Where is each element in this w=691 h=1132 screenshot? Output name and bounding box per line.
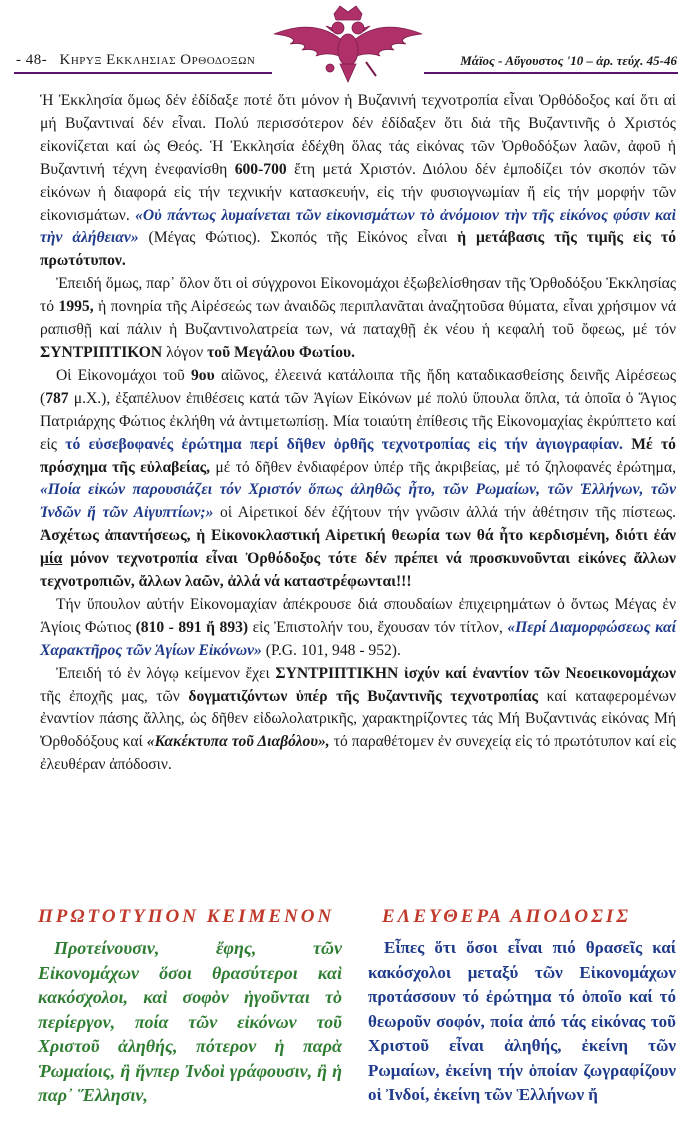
bold-run: ΣΥΝΤΡΙΠΤΙΚΗΝ ἰσχύν καί ἐναντίον τῶν Νεοεικονομάχων: [275, 664, 676, 682]
header-rule-right: [424, 72, 678, 74]
bold-run: ΣΥΝΤΡΙΠΤΙΚΟΝ: [40, 343, 163, 361]
bold-run: (810 - 891 ἤ 893): [135, 618, 249, 636]
paragraph-2: [40, 273, 676, 365]
text-run: Ἐπειδή ὅμως, παρ᾽ ὅλον ὅτι οἱ σύγχρονοι Εἰκονομάχοι ἐξωβελίσθησαν τῆς Ὀρθοδόξου Ἐκκλησίας τό: [40, 275, 676, 316]
double-headed-eagle-icon: [268, 4, 428, 86]
underlined-bold-run: μία: [40, 550, 63, 568]
text-run: καί καταφερομένων ἐναντίον πάσης ἄλλης, ὡς δῆθεν εἰδωλολατρικῆς, χαρακτηρίζοντες τάς Μή Βυζαντινάς εἰκόνας Μή Ὀρθοδόξους καί: [40, 687, 676, 751]
bold-run: 9ου: [191, 366, 215, 384]
bold-run: τοῦ Μεγάλου Φωτίου.: [207, 343, 356, 361]
text-run: τό παραθέτομεν ἐν συνεχείᾳ εἰς τό πρωτότυπον καί εἰς ἐλευθέραν ἀπόδοσιν.: [40, 733, 676, 774]
paragraph-1: [40, 90, 676, 273]
original-text-heading: ΠΡΩΤΟΤΥΠΟΝ ΚΕΙΜΕΝΟΝ: [38, 906, 335, 927]
text-run: μ.Χ.), ἐξαπέλυον ἐπιθέσεις κατά τῶν Ἁγίων Εἰκόνων μέ πολύ ὕπουλα ὅπλα, τά ὁποῖα ὁ Ἅγιος Πατριάρχης Φώτιος ἐκλήθη νά ἀντιμετωπίσῃ. Μία τοιαύτη ἐπίθεσις τῆς Εἰκονομαχίας ἐκρύπτετο καί εἰς: [40, 389, 676, 453]
bold-run: Ἀσχέτως ἀπαντήσεως, ἡ Εἰκονοκλαστική Αἱρετική θεωρία των θά ἦτο κερδισμένη, διότι ἐάν: [40, 527, 676, 545]
bold-run: δογματιζόντων ὑπέρ τῆς Βυζαντινῆς τεχνοτροπίας: [188, 687, 539, 705]
text-run: οἱ Αἱρετικοί δέν ἐζήτουν τήν γνῶσιν ἀλλά τήν ἀθέτησιν τῆς πίστεως.: [213, 504, 676, 522]
free-translation-text: Εἶπες ὅτι ὅσοι εἶναι πιό θρασεῖς καί κακόσχολοι μεταξύ τῶν Εἰκονομάχων προτάσσουν τό ἐρώτημα τό ὁποῖο καί τό θεωροῦν σοφόν, ποία ἀπό τάς εἰκόνας τοῦ Χριστοῦ εἶναι ἀληθής, ἐκείνη τῶν Ρωμαίων, ἐκείνη τήν ὁποίαν ζωγραφίζουν οἱ Ἰνδοί, ἐκείνη τῶν Ἑλλήνων ἤ: [368, 938, 676, 1104]
text-run: τῆς ἐποχῆς μας, τῶν: [40, 687, 189, 705]
bold-run: Μέ τό πρόσχημα τῆς εὐλαβείας,: [40, 435, 676, 476]
page-number: - 48-: [16, 52, 48, 68]
text-run: λόγον: [162, 343, 208, 361]
text-run: (P.G. 101, 948 - 952).: [261, 641, 401, 659]
text-run: Οἱ Εἰκονομάχοι τοῦ: [56, 366, 191, 384]
header-rule-left: [14, 72, 272, 74]
bold-run: μόνον τεχνοτροπία εἶναι Ὀρθόδοξος τότε δέν πρέπει νά προσκυνοῦνται εἰκόνες ἄλλων τεχνοτροπιῶν, ἄλλων λαῶν, ἀλλά νά καταστρέφωνται!!!: [40, 550, 676, 591]
free-translation-heading: ΕΛΕΥΘΕΡΑ ΑΠΟΔΟΣΙΣ: [382, 906, 631, 927]
journal-title: Κηρυξ Εκκλησιας Ορθοδοξων: [59, 52, 256, 68]
text-run: Ἐπειδή τό ἐν λόγῳ κείμενον ἔχει: [56, 664, 276, 682]
epistle-title-quote: «Περί Διαμορφώσεως καί Χαρακτῆρος τῶν Ἁγίων Εἰκόνων»: [40, 618, 676, 659]
text-run: αἰῶνος, ἐλεεινά κατάλοιπα τῆς ἤδη καταδικασθείσης δεινῆς Αἱρέσεως (: [40, 366, 676, 407]
paragraph-3: [40, 365, 676, 594]
bold-run: 1995,: [58, 298, 94, 316]
photios-quote: «Οὐ πάντως λυμαίνεται τῶν εἰκονισμάτων τὸ ἀνόμοιον τὴν τῆς εἰκόνος φύσιν καὶ τὴν ἀλήθειαν»: [40, 206, 676, 247]
text-run: Ἡ Ἐκκλησία ὅμως δέν ἐδίδαξε ποτέ ὅτι μόνον ἡ Βυζανινή τεχνοτροπία εἶναι Ὀρθόδοξος καί ὅτι αἱ μή Βυζαντιναί δέν εἶναι. Πολύ περισσότερον δέν ἐδίδαξεν ὅτι διά τῆς Βυζαντινῆς ὁ Χριστός εἰκονίζεται καί ὡς Θεός. Ἡ Ἐκκλησία ἐδέχθη ὅλας τάς εἰκόνας τῶν Ὀρθοδόξων λαῶν, ἀφοῦ ἡ Βυζαντινή τέχνη ἐνεφανίσθη: [40, 92, 676, 178]
text-run: ἡ πονηρία τῆς Αἱρέσεώς των ἀναιδῶς περιπλανᾶται ἀναζητοῦσα θύματα, εἶναι χρήσιμον νά ραπισθῇ καί πάλιν ἡ Βυζαντινολατρεία των, νά παταχθῇ ἐκ νέου ἡ κεφαλή τοῦ ὄφεως, μέ τόν: [40, 298, 676, 339]
text-run: μέ τό δῆθεν ἐνδιαφέρον ὑπέρ τῆς ἀκριβείας, μέ τό ζηλοφανές ἐρώτημα,: [210, 458, 676, 476]
text-run: ἔτη μετά Χριστόν. Διόλου δέν ἐμποδίζει τόν σκοπόν τῶν εἰκόνων ἡ διαφορά εἰς τήν τεχνικήν κατασκευήν, εἰς τήν φυσιογνωμίαν ἤ εἰς τήν μορφήν τῶν εἰκονισμάτων.: [40, 160, 676, 224]
original-text-column: [38, 936, 342, 1108]
original-text: Προτείνουσιν, ἔφης, τῶν Εἰκονομάχων ὅσοι θρασύτεροι καὶ κακόσχολοι, καὶ σοφὸν ἡγοῦνται τὸ περίεργον, ποία τῶν εἰκόνων τοῦ Χριστοῦ ἀληθής, πότερον ἡ παρὰ Ῥωμαίοις, ἢ ἥνπερ Ἰνδοὶ γράφουσιν, ἢ ἡ παρ᾽ Ἕλλησιν,: [38, 938, 342, 1105]
text-run: (Μέγας Φώτιος). Σκοπός τῆς Εἰκόνος εἶναι: [138, 229, 458, 247]
bold-run: «Κακέκτυπα τοῦ Διαβόλου»,: [146, 733, 330, 751]
heretics-question-quote: «Ποία εἰκών παρουσιάζει τόν Χριστόν ὅπως ἀληθῶς ἦτο, τῶν Ρωμαίων, τῶν Ἑλλήνων, τῶν Ἰνδῶν ἤ τῶν Αἰγυπτίων;»: [40, 481, 676, 522]
text-run: Τήν ὕπουλον αὐτήν Εἰκονομαχίαν ἀπέκρουσε διά σπουδαίων ἐπιχειρημάτων ὁ ὄντως Μέγας ἐν Ἁγίοις Φώτιος: [40, 595, 676, 636]
blue-bold-run: τό εὐσεβοφανές ἐρώτημα περί δῆθεν ὀρθῆς τεχνοτροπίας εἰς τήν ἁγιογραφίαν.: [65, 435, 623, 453]
header-left: [16, 52, 255, 69]
paragraph-4: [40, 594, 676, 663]
text-run: εἰς Ἐπιστολήν του, ἔχουσαν τόν τίτλον,: [248, 618, 508, 636]
bold-run: 787: [45, 389, 69, 407]
bold-run: 600-700: [234, 160, 287, 178]
paragraph-5: [40, 663, 676, 778]
bold-run: ἡ μετάβασις τῆς τιμῆς εἰς τό πρωτότυπον.: [40, 229, 676, 270]
article-body: [40, 90, 676, 777]
issue-info: Μάϊος - Αὔγουστος '10 – ἀρ. τεύχ. 45-46: [460, 53, 677, 68]
free-translation-column: [368, 936, 676, 1108]
page-header: [0, 0, 691, 86]
